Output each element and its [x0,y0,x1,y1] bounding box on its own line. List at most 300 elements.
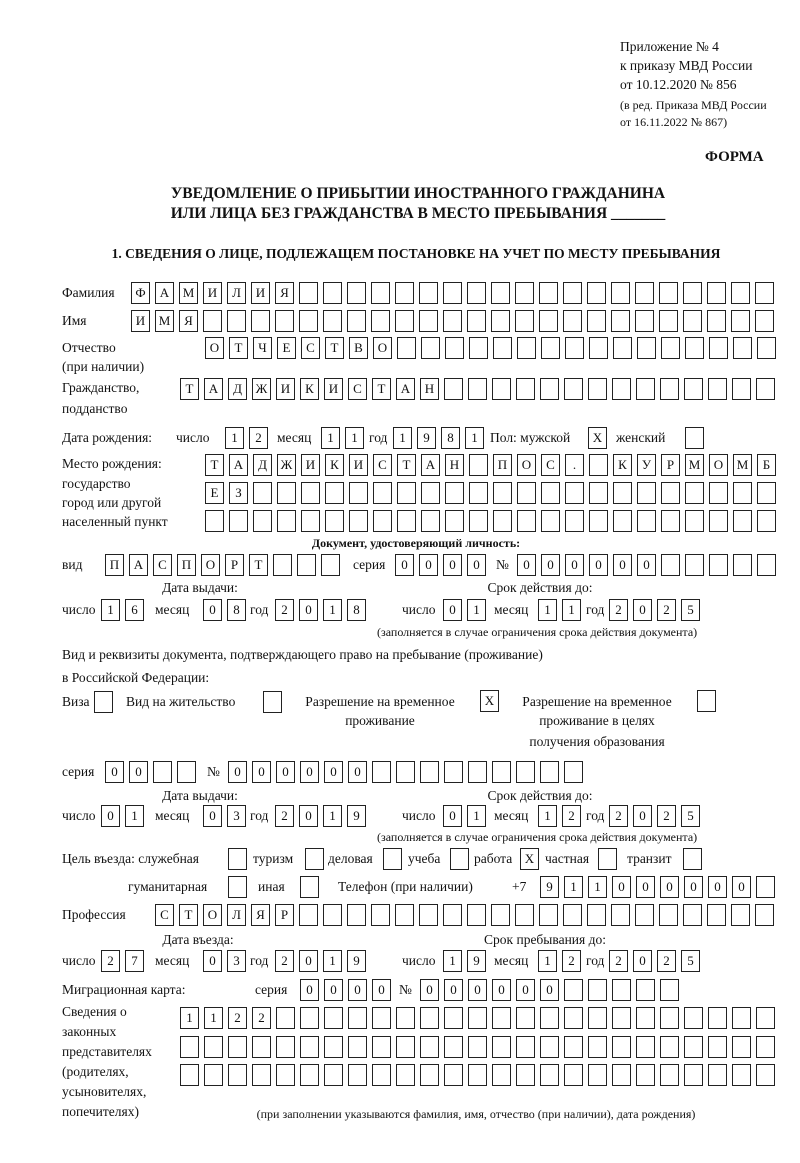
char-box[interactable]: Т [249,554,268,576]
char-box[interactable] [94,691,113,713]
right-issue-day[interactable] [101,805,149,827]
char-box[interactable]: Т [372,378,391,400]
char-box[interactable] [683,904,702,926]
char-box[interactable]: А [129,554,148,576]
char-box[interactable] [467,310,486,332]
char-box[interactable]: С [153,554,172,576]
char-box[interactable] [589,454,608,476]
char-box[interactable] [468,761,487,783]
char-box[interactable] [540,1036,559,1058]
char-box[interactable] [707,904,726,926]
char-box[interactable] [263,691,282,713]
char-box[interactable]: X [588,427,607,449]
char-box[interactable]: 0 [101,805,120,827]
char-box[interactable] [732,1007,751,1029]
char-box[interactable]: Д [228,378,247,400]
char-box[interactable]: Р [275,904,294,926]
char-box[interactable] [397,510,416,532]
char-box[interactable]: 0 [540,979,559,1001]
char-box[interactable] [635,904,654,926]
char-box[interactable]: 0 [203,950,222,972]
char-box[interactable]: 0 [299,599,318,621]
char-box[interactable] [491,282,510,304]
char-box[interactable] [492,761,511,783]
char-box[interactable] [516,761,535,783]
char-box[interactable] [228,876,247,898]
char-box[interactable] [612,1007,631,1029]
char-box[interactable]: 0 [443,805,462,827]
char-box[interactable] [517,482,536,504]
char-box[interactable]: М [179,282,198,304]
char-box[interactable] [587,904,606,926]
char-box[interactable]: 0 [228,761,247,783]
char-box[interactable]: И [276,378,295,400]
char-box[interactable] [565,337,584,359]
char-box[interactable] [539,282,558,304]
char-box[interactable] [733,337,752,359]
char-box[interactable] [636,1036,655,1058]
stay-month[interactable] [538,950,586,972]
char-box[interactable] [564,1007,583,1029]
char-box[interactable] [468,1064,487,1086]
char-box[interactable] [540,378,559,400]
char-box[interactable] [420,761,439,783]
id-valid-year[interactable] [609,599,705,621]
char-box[interactable]: М [155,310,174,332]
char-box[interactable] [707,310,726,332]
char-box[interactable] [492,378,511,400]
char-box[interactable] [276,1064,295,1086]
char-box[interactable]: 0 [708,876,727,898]
char-box[interactable] [589,337,608,359]
char-box[interactable]: П [493,454,512,476]
char-box[interactable] [659,282,678,304]
char-box[interactable] [756,378,775,400]
char-box[interactable]: Ж [277,454,296,476]
char-box[interactable]: 2 [657,950,676,972]
char-box[interactable]: 8 [227,599,246,621]
char-box[interactable] [660,1007,679,1029]
char-box[interactable] [613,510,632,532]
char-box[interactable]: 0 [517,554,536,576]
char-box[interactable]: 8 [347,599,366,621]
char-box[interactable]: И [349,454,368,476]
char-box[interactable] [659,904,678,926]
char-box[interactable]: А [396,378,415,400]
right-valid-day[interactable] [443,805,491,827]
char-box[interactable] [757,510,776,532]
char-box[interactable] [733,554,752,576]
char-box[interactable]: 7 [125,950,144,972]
char-box[interactable] [565,510,584,532]
patronymic-boxes[interactable] [205,337,781,359]
char-box[interactable] [708,1036,727,1058]
char-box[interactable] [731,310,750,332]
char-box[interactable] [445,482,464,504]
char-box[interactable]: Е [277,337,296,359]
char-box[interactable]: X [520,848,539,870]
char-box[interactable]: 0 [299,805,318,827]
char-box[interactable] [636,979,655,1001]
char-box[interactable] [660,378,679,400]
birth-day-boxes[interactable] [225,427,273,449]
char-box[interactable] [299,904,318,926]
char-box[interactable] [469,510,488,532]
entry-month[interactable] [203,950,251,972]
char-box[interactable] [709,337,728,359]
char-box[interactable]: Д [253,454,272,476]
char-box[interactable] [564,1036,583,1058]
char-box[interactable]: Н [420,378,439,400]
char-box[interactable]: Я [251,904,270,926]
char-box[interactable] [273,554,292,576]
char-box[interactable] [180,1036,199,1058]
char-box[interactable] [276,1036,295,1058]
visa-checkbox[interactable] [94,691,118,713]
char-box[interactable] [276,1007,295,1029]
char-box[interactable] [321,554,340,576]
char-box[interactable] [587,310,606,332]
female-checkbox[interactable] [685,427,709,449]
char-box[interactable] [732,378,751,400]
char-box[interactable] [612,378,631,400]
char-box[interactable] [709,510,728,532]
char-box[interactable]: Т [205,454,224,476]
char-box[interactable]: 0 [419,554,438,576]
char-box[interactable] [300,1007,319,1029]
char-box[interactable]: 0 [203,599,222,621]
char-box[interactable] [756,876,775,898]
char-box[interactable]: 1 [321,427,340,449]
char-box[interactable]: 1 [393,427,412,449]
char-box[interactable]: 0 [633,950,652,972]
char-box[interactable]: 0 [636,876,655,898]
char-box[interactable]: 1 [538,805,557,827]
char-box[interactable] [515,904,534,926]
char-box[interactable] [347,310,366,332]
char-box[interactable]: 0 [589,554,608,576]
char-box[interactable] [637,482,656,504]
char-box[interactable]: 0 [348,979,367,1001]
char-box[interactable] [731,282,750,304]
char-box[interactable] [516,1064,535,1086]
char-box[interactable] [301,510,320,532]
char-box[interactable]: И [203,282,222,304]
char-box[interactable] [396,1007,415,1029]
char-box[interactable] [683,310,702,332]
char-box[interactable]: И [251,282,270,304]
char-box[interactable] [396,1064,415,1086]
char-box[interactable]: Т [229,337,248,359]
char-box[interactable] [588,1007,607,1029]
id-kind-boxes[interactable] [105,554,345,576]
char-box[interactable] [541,482,560,504]
char-box[interactable]: 1 [465,427,484,449]
char-box[interactable]: 0 [444,979,463,1001]
char-box[interactable]: 0 [300,979,319,1001]
char-box[interactable] [611,282,630,304]
char-box[interactable] [636,378,655,400]
char-box[interactable] [228,848,247,870]
purpose-study-checkbox[interactable] [450,848,474,870]
char-box[interactable]: 2 [609,805,628,827]
citizenship-boxes[interactable] [180,378,780,400]
char-box[interactable]: 0 [541,554,560,576]
representatives-boxes-1[interactable] [180,1007,780,1029]
char-box[interactable] [683,848,702,870]
char-box[interactable] [347,282,366,304]
char-box[interactable] [153,761,172,783]
char-box[interactable] [205,510,224,532]
char-box[interactable]: Н [445,454,464,476]
char-box[interactable] [564,378,583,400]
char-box[interactable] [684,1036,703,1058]
char-box[interactable] [635,282,654,304]
char-box[interactable] [491,904,510,926]
char-box[interactable]: 1 [467,805,486,827]
char-box[interactable] [589,510,608,532]
char-box[interactable] [492,1036,511,1058]
char-box[interactable] [732,1064,751,1086]
migration-series-boxes[interactable] [300,979,396,1001]
char-box[interactable]: О [373,337,392,359]
char-box[interactable] [323,282,342,304]
char-box[interactable] [325,510,344,532]
char-box[interactable]: 2 [562,950,581,972]
char-box[interactable] [563,310,582,332]
char-box[interactable] [564,761,583,783]
char-box[interactable] [371,282,390,304]
char-box[interactable]: М [733,454,752,476]
id-valid-day[interactable] [443,599,491,621]
char-box[interactable] [635,310,654,332]
id-valid-month[interactable] [538,599,586,621]
char-box[interactable] [450,848,469,870]
char-box[interactable]: 0 [348,761,367,783]
char-box[interactable] [515,310,534,332]
char-box[interactable] [756,1064,775,1086]
char-box[interactable] [444,378,463,400]
char-box[interactable]: 2 [657,599,676,621]
char-box[interactable]: 0 [516,979,535,1001]
char-box[interactable] [491,310,510,332]
char-box[interactable]: 3 [227,950,246,972]
char-box[interactable] [349,482,368,504]
char-box[interactable]: 9 [540,876,559,898]
char-box[interactable]: И [301,454,320,476]
char-box[interactable] [420,1036,439,1058]
char-box[interactable] [563,904,582,926]
purpose-tourism-checkbox[interactable] [305,848,329,870]
char-box[interactable] [589,482,608,504]
char-box[interactable]: Т [179,904,198,926]
char-box[interactable] [515,282,534,304]
purpose-work-checkbox[interactable] [520,848,544,870]
char-box[interactable] [541,337,560,359]
char-box[interactable]: С [348,378,367,400]
char-box[interactable] [661,482,680,504]
char-box[interactable]: 0 [372,979,391,1001]
char-box[interactable]: 1 [125,805,144,827]
char-box[interactable] [611,310,630,332]
char-box[interactable]: 0 [299,950,318,972]
char-box[interactable] [731,904,750,926]
right-series-boxes[interactable] [105,761,201,783]
char-box[interactable] [540,1007,559,1029]
char-box[interactable] [395,282,414,304]
char-box[interactable]: 0 [637,554,656,576]
char-box[interactable] [517,337,536,359]
char-box[interactable] [469,482,488,504]
representatives-boxes-3[interactable] [180,1064,780,1086]
char-box[interactable]: С [155,904,174,926]
right-valid-year[interactable] [609,805,705,827]
char-box[interactable] [540,1064,559,1086]
char-box[interactable] [588,979,607,1001]
char-box[interactable]: С [541,454,560,476]
char-box[interactable]: 2 [275,805,294,827]
char-box[interactable] [419,310,438,332]
char-box[interactable]: 1 [323,805,342,827]
char-box[interactable] [697,690,716,712]
char-box[interactable]: 1 [323,599,342,621]
char-box[interactable] [396,761,415,783]
char-box[interactable] [709,554,728,576]
char-box[interactable]: О [205,337,224,359]
char-box[interactable]: 0 [324,979,343,1001]
char-box[interactable] [275,310,294,332]
char-box[interactable]: 0 [443,599,462,621]
char-box[interactable] [637,337,656,359]
id-issue-year[interactable] [275,599,371,621]
char-box[interactable]: . [565,454,584,476]
char-box[interactable]: А [421,454,440,476]
char-box[interactable] [660,1064,679,1086]
char-box[interactable] [443,904,462,926]
char-box[interactable] [371,904,390,926]
char-box[interactable] [611,904,630,926]
char-box[interactable]: 0 [324,761,343,783]
char-box[interactable]: 1 [443,950,462,972]
char-box[interactable]: О [517,454,536,476]
char-box[interactable] [227,310,246,332]
char-box[interactable] [371,310,390,332]
char-box[interactable] [540,761,559,783]
char-box[interactable]: Р [661,454,680,476]
birth-place-boxes-2[interactable] [205,482,781,504]
char-box[interactable] [563,282,582,304]
char-box[interactable] [637,510,656,532]
right-issue-month[interactable] [203,805,251,827]
char-box[interactable] [492,1007,511,1029]
char-box[interactable] [539,310,558,332]
char-box[interactable] [493,510,512,532]
char-box[interactable]: 1 [323,950,342,972]
char-box[interactable]: 5 [681,599,700,621]
char-box[interactable]: 2 [657,805,676,827]
char-box[interactable]: 6 [125,599,144,621]
residence-checkbox[interactable] [263,691,287,713]
char-box[interactable] [323,310,342,332]
char-box[interactable] [252,1064,271,1086]
char-box[interactable]: 0 [613,554,632,576]
char-box[interactable] [324,1036,343,1058]
char-box[interactable] [708,1064,727,1086]
char-box[interactable] [661,337,680,359]
char-box[interactable] [305,848,324,870]
char-box[interactable]: 2 [101,950,120,972]
char-box[interactable]: 0 [443,554,462,576]
purpose-official-checkbox[interactable] [228,848,252,870]
char-box[interactable]: С [373,454,392,476]
char-box[interactable] [684,1064,703,1086]
char-box[interactable]: У [637,454,656,476]
char-box[interactable]: 1 [538,950,557,972]
char-box[interactable] [383,848,402,870]
char-box[interactable] [732,1036,751,1058]
char-box[interactable] [612,1064,631,1086]
char-box[interactable]: С [301,337,320,359]
char-box[interactable] [541,510,560,532]
char-box[interactable]: 5 [681,950,700,972]
char-box[interactable]: 5 [681,805,700,827]
char-box[interactable] [348,1064,367,1086]
char-box[interactable] [347,904,366,926]
char-box[interactable] [204,1064,223,1086]
char-box[interactable] [755,310,774,332]
char-box[interactable] [659,310,678,332]
purpose-transit-checkbox[interactable] [683,848,707,870]
char-box[interactable] [300,1064,319,1086]
char-box[interactable] [469,454,488,476]
char-box[interactable] [421,510,440,532]
char-box[interactable] [756,1007,775,1029]
char-box[interactable] [372,761,391,783]
char-box[interactable] [588,1064,607,1086]
char-box[interactable]: Л [227,904,246,926]
char-box[interactable]: 0 [612,876,631,898]
char-box[interactable] [588,378,607,400]
char-box[interactable] [468,1036,487,1058]
right-number-boxes[interactable] [228,761,588,783]
char-box[interactable] [373,482,392,504]
char-box[interactable] [228,1036,247,1058]
char-box[interactable]: 0 [732,876,751,898]
char-box[interactable]: К [613,454,632,476]
char-box[interactable]: 9 [347,950,366,972]
char-box[interactable] [612,979,631,1001]
char-box[interactable]: 0 [252,761,271,783]
char-box[interactable]: 0 [300,761,319,783]
char-box[interactable] [564,1064,583,1086]
char-box[interactable] [733,510,752,532]
trp-edu-checkbox[interactable] [697,690,721,712]
char-box[interactable] [395,310,414,332]
char-box[interactable]: 0 [633,805,652,827]
char-box[interactable]: 1 [588,876,607,898]
char-box[interactable] [709,482,728,504]
char-box[interactable] [177,761,196,783]
char-box[interactable] [492,1064,511,1086]
char-box[interactable]: Т [180,378,199,400]
char-box[interactable] [660,979,679,1001]
char-box[interactable] [539,904,558,926]
char-box[interactable] [445,510,464,532]
char-box[interactable] [636,1007,655,1029]
char-box[interactable]: М [685,454,704,476]
char-box[interactable]: Е [205,482,224,504]
char-box[interactable] [685,554,704,576]
